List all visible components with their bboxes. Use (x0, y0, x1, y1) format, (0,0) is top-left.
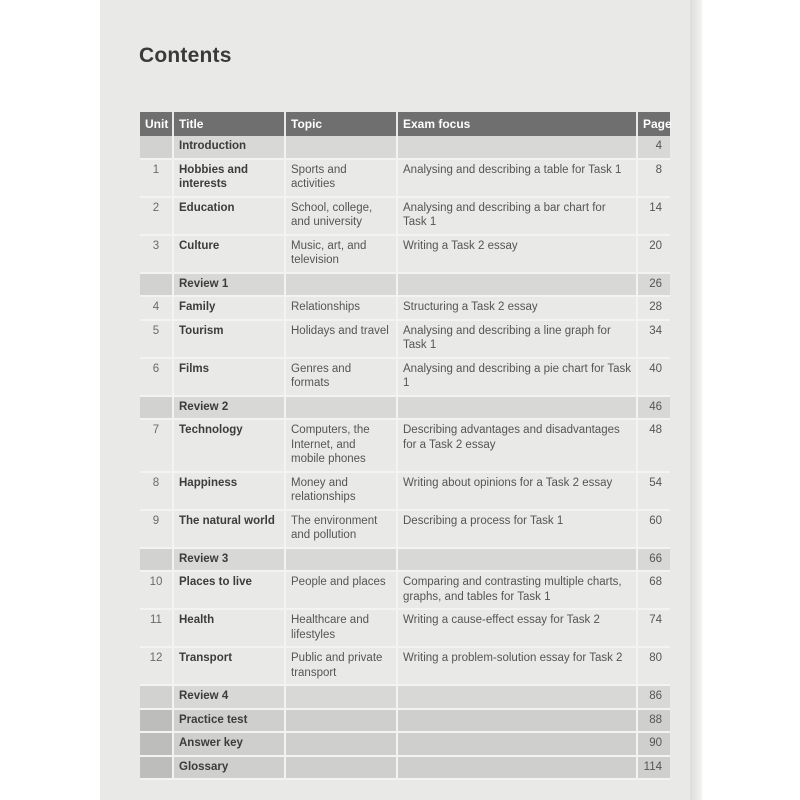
cell-title: Education (173, 197, 285, 235)
cell-title: Happiness (173, 472, 285, 510)
cell-title: The natural world (173, 510, 285, 548)
cell-exam-focus (397, 136, 637, 159)
table-row (140, 685, 670, 709)
cell-exam-focus (397, 732, 637, 756)
contents-table (140, 112, 670, 780)
cell-unit: 2 (140, 197, 173, 235)
cell-page: 34 (637, 320, 670, 358)
cell-title: Places to live (173, 571, 285, 609)
table-row (140, 548, 670, 572)
table-row (140, 136, 670, 159)
cell-page: 90 (637, 732, 670, 756)
cell-unit: 7 (140, 419, 173, 472)
cell-exam-focus (397, 685, 637, 709)
cell-exam-focus: Analysing and describing a pie chart for Task 1 (397, 358, 637, 396)
cell-unit: 6 (140, 358, 173, 396)
cell-topic: Public and private transport (285, 647, 397, 685)
cell-page: 60 (637, 510, 670, 548)
table-row (140, 732, 670, 756)
cell-topic (285, 548, 397, 572)
cell-page: 20 (637, 235, 670, 273)
cell-title: Review 1 (173, 273, 285, 297)
cell-topic: Healthcare and lifestyles (285, 609, 397, 647)
table-row (140, 419, 670, 472)
cell-exam-focus (397, 756, 637, 780)
header-exam-focus: Exam focus (397, 112, 637, 136)
table-row (140, 358, 670, 396)
cell-topic: Sports and activities (285, 159, 397, 197)
cell-topic: Money and relationships (285, 472, 397, 510)
cell-exam-focus: Writing a cause-effect essay for Task 2 (397, 609, 637, 647)
cell-topic (285, 709, 397, 733)
cell-unit: 11 (140, 609, 173, 647)
table-header-row (140, 112, 670, 136)
cell-title: Films (173, 358, 285, 396)
cell-exam-focus: Comparing and contrasting multiple charts, graphs, and tables for Task 1 (397, 571, 637, 609)
cell-page: 114 (637, 756, 670, 780)
cell-topic: School, college, and university (285, 197, 397, 235)
cell-exam-focus: Analysing and describing a table for Task 1 (397, 159, 637, 197)
cell-unit: 5 (140, 320, 173, 358)
cell-title: Transport (173, 647, 285, 685)
cell-unit (140, 548, 173, 572)
cell-unit (140, 709, 173, 733)
header-unit: Unit (140, 112, 173, 136)
table-row (140, 159, 670, 197)
cell-unit (140, 273, 173, 297)
cell-topic: The environment and pollution (285, 510, 397, 548)
cell-topic: Computers, the Internet, and mobile phones (285, 419, 397, 472)
cell-unit: 12 (140, 647, 173, 685)
cell-unit: 3 (140, 235, 173, 273)
cell-exam-focus: Writing a Task 2 essay (397, 235, 637, 273)
cell-exam-focus (397, 396, 637, 420)
cell-title: Practice test (173, 709, 285, 733)
cell-page: 14 (637, 197, 670, 235)
cell-title: Health (173, 609, 285, 647)
cell-unit: 10 (140, 571, 173, 609)
cell-title: Hobbies and interests (173, 159, 285, 197)
table-row (140, 472, 670, 510)
cell-page: 54 (637, 472, 670, 510)
cell-topic (285, 396, 397, 420)
page-edge (690, 0, 702, 800)
cell-title: Technology (173, 419, 285, 472)
cell-page: 4 (637, 136, 670, 159)
header-topic: Topic (285, 112, 397, 136)
table-row (140, 571, 670, 609)
cell-page: 68 (637, 571, 670, 609)
cell-topic (285, 685, 397, 709)
table-row (140, 235, 670, 273)
cell-page: 80 (637, 647, 670, 685)
cell-exam-focus: Describing advantages and disadvantages for a Task 2 essay (397, 419, 637, 472)
cell-unit (140, 756, 173, 780)
cell-exam-focus: Analysing and describing a line graph for Task 1 (397, 320, 637, 358)
cell-topic: Holidays and travel (285, 320, 397, 358)
cell-topic: People and places (285, 571, 397, 609)
table-row (140, 296, 670, 320)
cell-title: Review 4 (173, 685, 285, 709)
cell-title: Tourism (173, 320, 285, 358)
cell-exam-focus: Describing a process for Task 1 (397, 510, 637, 548)
cell-topic (285, 732, 397, 756)
cell-unit (140, 732, 173, 756)
cell-title: Review 3 (173, 548, 285, 572)
table-body (140, 136, 670, 779)
cell-unit: 9 (140, 510, 173, 548)
cell-topic: Music, art, and television (285, 235, 397, 273)
table-row (140, 320, 670, 358)
cell-topic (285, 136, 397, 159)
cell-page: 40 (637, 358, 670, 396)
cell-title: Answer key (173, 732, 285, 756)
cell-unit (140, 136, 173, 159)
cell-topic: Relationships (285, 296, 397, 320)
header-page: Page (637, 112, 670, 136)
table-row (140, 273, 670, 297)
cell-exam-focus: Analysing and describing a bar chart for Task 1 (397, 197, 637, 235)
cell-exam-focus (397, 273, 637, 297)
table-row (140, 709, 670, 733)
cell-topic: Genres and formats (285, 358, 397, 396)
cell-exam-focus: Structuring a Task 2 essay (397, 296, 637, 320)
cell-unit (140, 685, 173, 709)
table-row (140, 197, 670, 235)
cell-page: 86 (637, 685, 670, 709)
cell-title: Review 2 (173, 396, 285, 420)
cell-topic (285, 756, 397, 780)
table-row (140, 396, 670, 420)
cell-exam-focus (397, 709, 637, 733)
page-title: Contents (139, 44, 232, 67)
cell-exam-focus: Writing about opinions for a Task 2 essay (397, 472, 637, 510)
cell-title: Glossary (173, 756, 285, 780)
cell-exam-focus: Writing a problem-solution essay for Task 2 (397, 647, 637, 685)
table-row (140, 609, 670, 647)
table-row (140, 510, 670, 548)
cell-title: Culture (173, 235, 285, 273)
cell-unit: 1 (140, 159, 173, 197)
table-row (140, 756, 670, 780)
cell-page: 8 (637, 159, 670, 197)
cell-page: 88 (637, 709, 670, 733)
cell-page: 28 (637, 296, 670, 320)
cell-unit (140, 396, 173, 420)
cell-unit: 8 (140, 472, 173, 510)
table-row (140, 647, 670, 685)
cell-page: 46 (637, 396, 670, 420)
cell-page: 74 (637, 609, 670, 647)
cell-page: 66 (637, 548, 670, 572)
cell-page: 26 (637, 273, 670, 297)
header-title: Title (173, 112, 285, 136)
cell-exam-focus (397, 548, 637, 572)
cell-title: Introduction (173, 136, 285, 159)
cell-topic (285, 273, 397, 297)
cell-unit: 4 (140, 296, 173, 320)
cell-title: Family (173, 296, 285, 320)
cell-page: 48 (637, 419, 670, 472)
